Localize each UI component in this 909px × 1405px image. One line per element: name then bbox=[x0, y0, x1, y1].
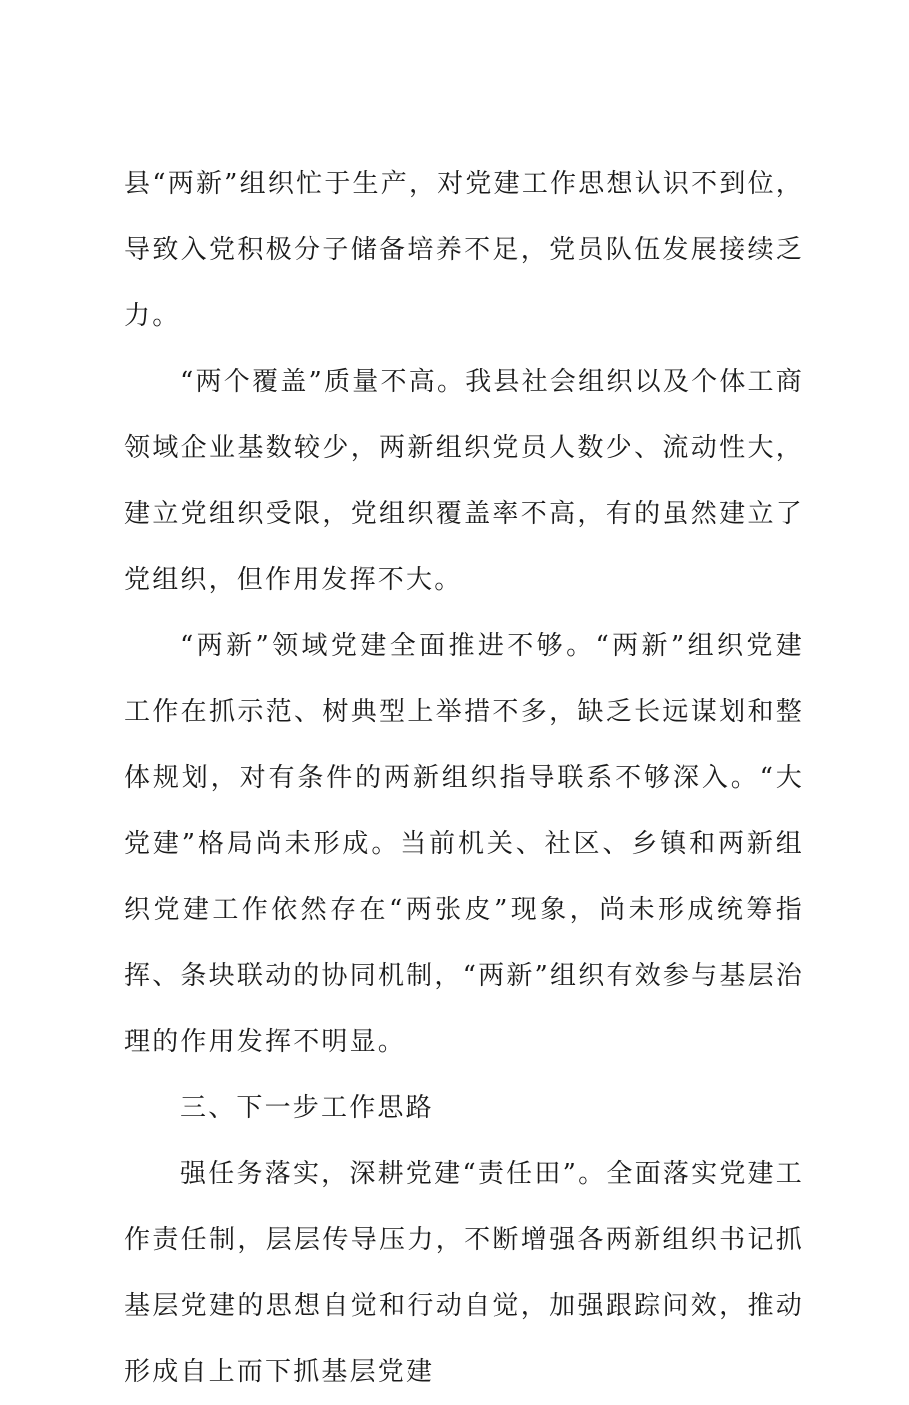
paragraph-continuation: 县“两新”组织忙于生产，对党建工作思想认识不到位，导致入党积极分子储备培养不足，党员队伍发展接续乏力。 bbox=[124, 169, 804, 331]
section-heading-next-steps: 三、下一步工作思路 bbox=[180, 1093, 434, 1123]
document-body bbox=[124, 151, 804, 1405]
paragraph-task-implementation: 强任务落实，深耕党建“责任田”。全面落实党建工作责任制，层层传导压力，不断增强各两新组织书记抓基层党建的思想自觉和行动自觉，加强跟踪问效，推动形成自上而下抓基层党建 bbox=[124, 1159, 804, 1387]
paragraph-party-building-progress: “两新”领域党建全面推进不够。“两新”组织党建工作在抓示范、树典型上举措不多，缺乏长远谋划和整体规划，对有条件的两新组织指导联系不够深入。“大党建”格局尚未形成。当前机关、社区、乡镇和两新组织党建工作依然存在“两张皮”现象，尚未形成统筹指挥、条块联动的协同机制，“两新”组织有效参与基层治理的作用发挥不明显。 bbox=[124, 631, 804, 1057]
paragraph-coverage-quality: “两个覆盖”质量不高。我县社会组织以及个体工商领域企业基数较少，两新组织党员人数少、流动性大，建立党组织受限，党组织覆盖率不高，有的虽然建立了党组织，但作用发挥不大。 bbox=[124, 367, 804, 595]
